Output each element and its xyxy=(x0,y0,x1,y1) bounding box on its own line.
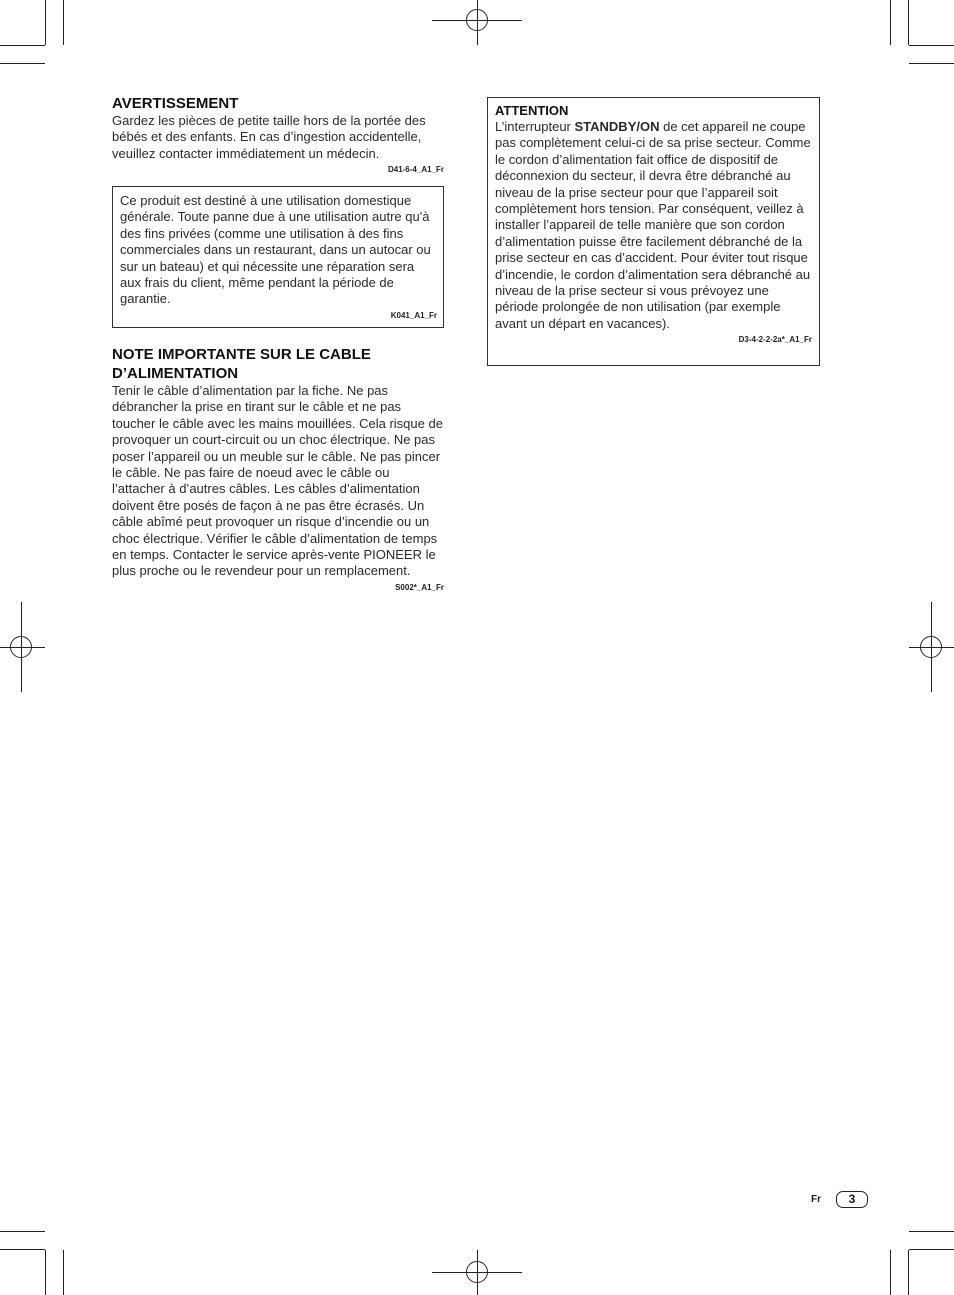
crop-mark xyxy=(45,0,46,45)
crop-mark xyxy=(890,0,891,45)
page-number: 3 xyxy=(836,1191,868,1208)
crop-mark xyxy=(63,0,64,45)
avertissement-ref: D41-6-4_A1_Fr xyxy=(387,165,444,175)
attention-ref: D3-4-2-2-2a*_A1_Fr xyxy=(738,335,812,345)
crop-mark xyxy=(909,1249,954,1250)
power-cord-text: Tenir le câble d’alimentation par la fiche. Ne pas débrancher la prise en tirant sur le câble et ne pas toucher le câble avec les mains mouillées. Cela risque de provoquer un court-circuit ou un choc électrique. Ne pas poser l’appareil ou un meuble sur le câble. Ne pas pincer le câble. Ne pas faire de noeud avec le câble ou l’attacher à d’autres câbles. Les câbles d’alimentation doivent être posés de façon à ne pas être écrasés. Un câble abîmé peut provoquer un risque d’incendie ou un choc électrique. Vérifier le câble d’alimentation de temps en temps. Contacter le service après-vente PIONEER le plus proche ou le revendeur pour un remplacement. xyxy=(112,383,443,579)
power-cord-section xyxy=(112,345,444,592)
registration-circle-icon xyxy=(466,1261,488,1283)
crop-mark xyxy=(0,1231,45,1232)
crop-mark xyxy=(909,1231,954,1232)
crop-mark xyxy=(45,1250,46,1295)
power-cord-heading: NOTE IMPORTANTE SUR LE CABLE D’ALIMENTATION xyxy=(112,346,371,382)
avertissement-heading: AVERTISSEMENT xyxy=(112,95,239,112)
registration-circle-icon xyxy=(466,9,488,31)
attention-text-before: L’interrupteur xyxy=(495,119,575,134)
attention-heading: ATTENTION xyxy=(495,103,569,118)
attention-text-after: de cet appareil ne coupe pas complètement celui-ci de sa prise secteur. Comme le cordon d’alimentation fait office de dispositif de déconnexion du secteur, il devra être débranché au niveau de la prise secteur pour que l’appareil soit complètement hors tension. Par conséquent, veillez à installer l’appareil de telle manière que son cordon d’alimentation puisse être facilement débranché de la prise secteur en cas d’accident. Pour éviter tout risque d’incendie, le cordon d’alimentation sera débranché au niveau de la prise secteur si vous prévoyez une période prolongée de non utilisation (par exemple avant un départ en vacances). xyxy=(495,119,811,331)
product-use-ref: K041_A1_Fr xyxy=(390,310,437,320)
attention-text xyxy=(495,119,812,332)
crop-mark xyxy=(909,63,954,64)
registration-circle-icon xyxy=(920,636,942,658)
crop-mark xyxy=(0,1249,45,1250)
attention-box xyxy=(487,97,820,366)
crop-mark xyxy=(63,1250,64,1295)
crop-mark xyxy=(0,63,45,64)
crop-mark xyxy=(909,45,954,46)
crop-mark xyxy=(0,45,45,46)
power-cord-ref: S002*_A1_Fr xyxy=(395,582,444,592)
avertissement-section xyxy=(112,94,444,174)
crop-mark xyxy=(908,1250,909,1295)
crop-mark xyxy=(908,0,909,45)
product-use-text: Ce produit est destiné à une utilisation domestique générale. Toute panne due à une utilisation autre qu'à des fins privées (comme une utilisation à des fins commerciales dans un restaurant, dans un autocar ou sur un bateau) et qui nécessite une réparation sera aux frais du client, même pendant la période de garantie. xyxy=(120,193,431,307)
standby-on-label: STANDBY/ON xyxy=(574,119,660,134)
crop-mark xyxy=(890,1250,891,1295)
product-use-box xyxy=(112,186,444,328)
avertissement-text: Gardez les pièces de petite taille hors de la portée des bébés et des enfants. En cas d’ingestion accidentelle, veuillez contacter immédiatement un médecin. xyxy=(112,113,426,161)
page-language: Fr xyxy=(811,1194,821,1205)
registration-circle-icon xyxy=(10,636,32,658)
